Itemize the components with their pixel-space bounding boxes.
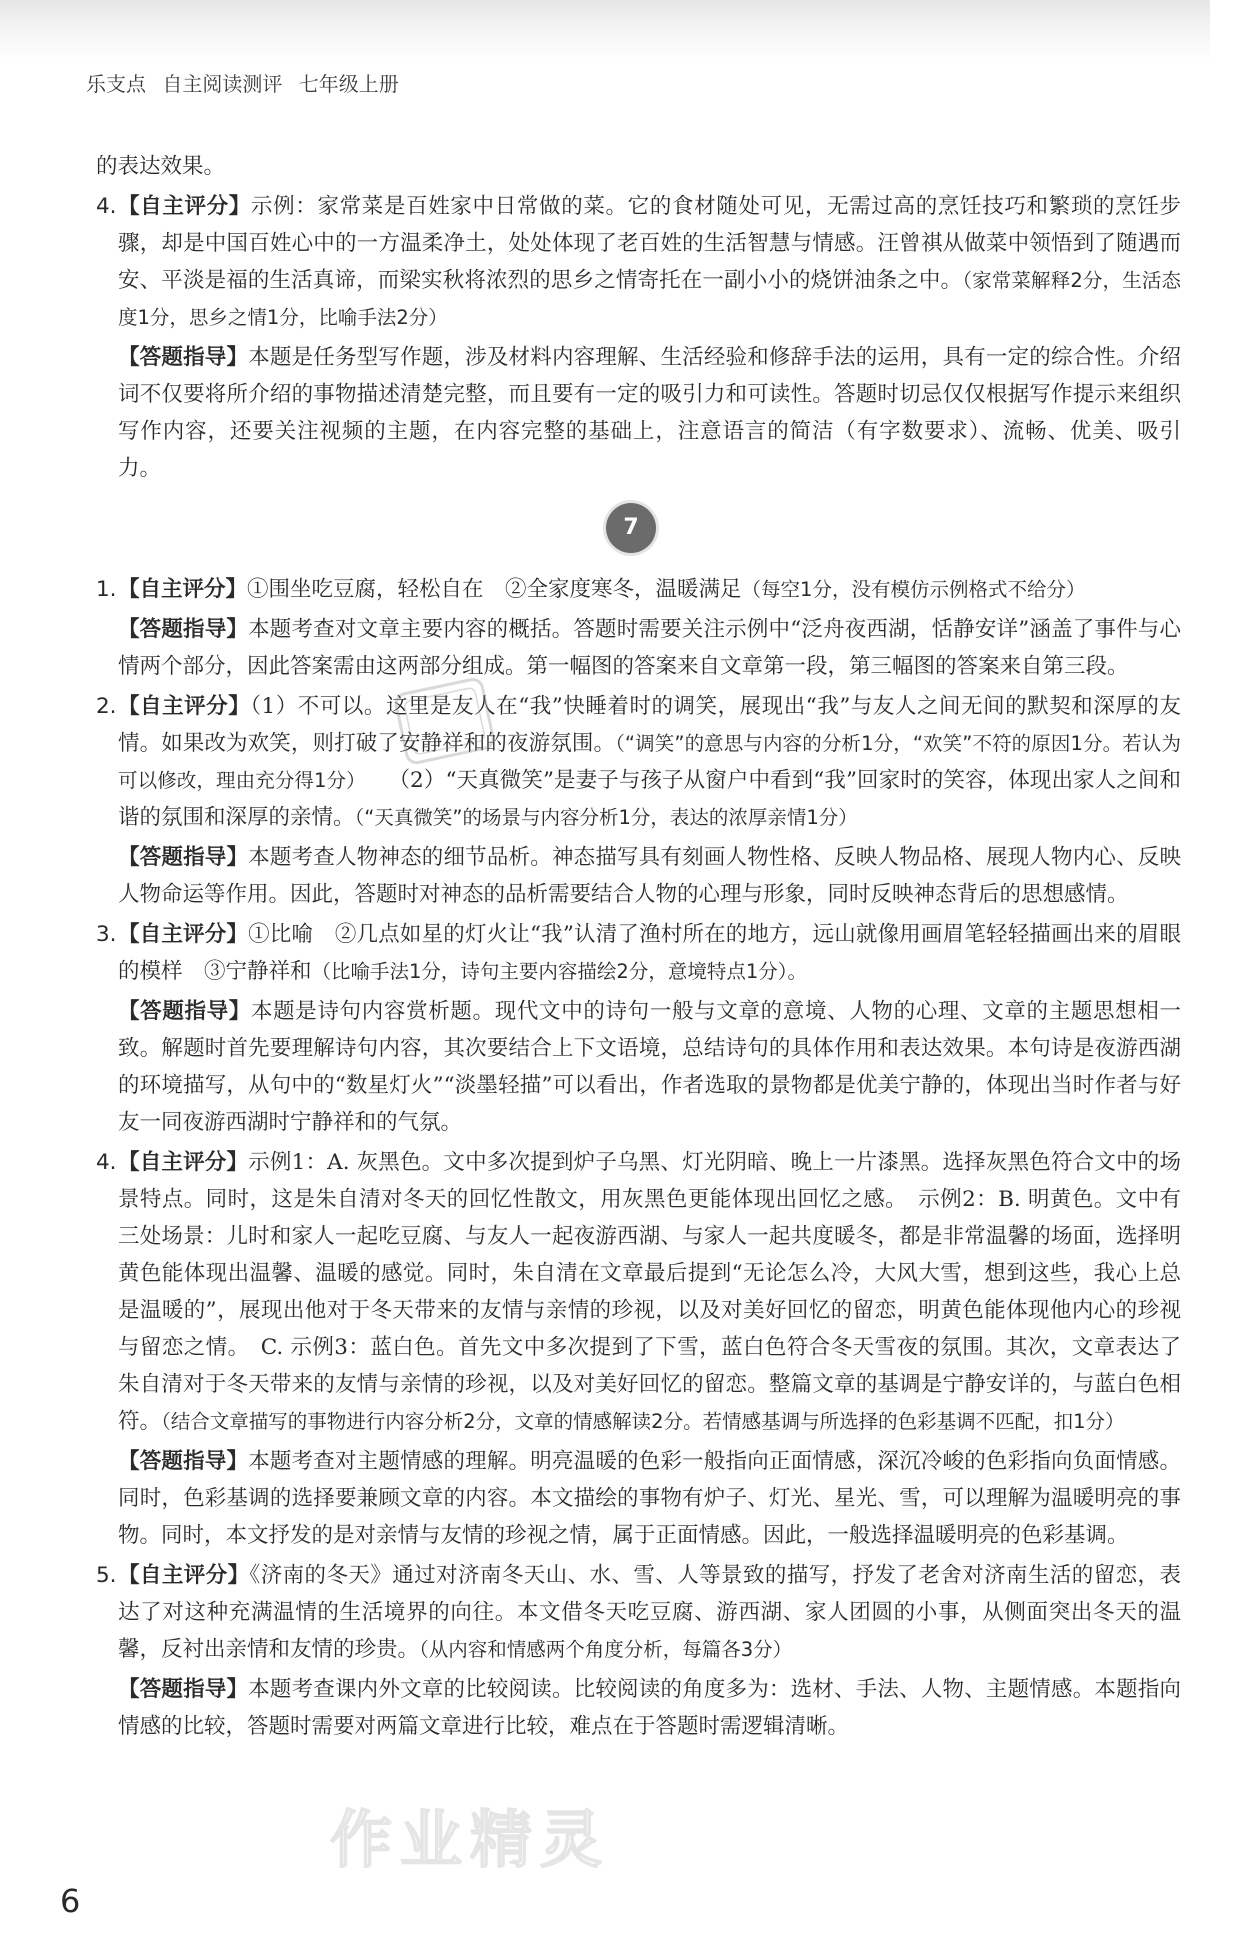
answer-item-3 xyxy=(96,916,1181,990)
self-score-tag: 【自主评分】 xyxy=(118,1150,249,1175)
answer-item-4-guide xyxy=(96,1443,1181,1554)
watermark-text: 作业精灵 xyxy=(330,1803,611,1876)
top-shade xyxy=(0,0,1210,62)
item-number: 4. xyxy=(96,1150,117,1175)
answer-item-3-guide xyxy=(96,993,1181,1141)
answer-item-2-guide xyxy=(96,839,1181,913)
section-number-badge: 7 xyxy=(606,503,656,553)
guide-text: 本题考查人物神态的细节品析。神态描写具有刻画人物性格、反映人物品格、展现人物内心、反映人物命运等作用。因此，答题时对神态的品析需要结合人物的心理与形象，同时反映神态背后的思想感情。 xyxy=(118,845,1181,907)
item-number: 5. xyxy=(96,1563,117,1588)
score-note: （“调笑”的意思与内容的分析1分，“欢笑”不符的原因1分。若认为可以修改，理由充分得1分） xyxy=(118,732,1181,792)
page-number: 6 xyxy=(60,1882,81,1920)
guide-text: 本题是诗句内容赏析题。现代文中的诗句一般与文章的意境、人物的心理、文章的主题思想相一致。解题时首先要理解诗句内容，其次要结合上下文语境，总结诗句的具体作用和表达效果。本句诗是夜游西湖的环境描写，从句中的“数星灯火”“淡墨轻描”可以看出，作者选取的景物都是优美宁静的，体现出当时作者与好友一同夜游西湖时宁静祥和的气氛。 xyxy=(118,999,1181,1135)
continuation-text: 的表达效果。 xyxy=(96,154,226,179)
score-note: （每空1分，没有模仿示例格式不给分） xyxy=(741,578,1086,601)
item-number: 1. xyxy=(96,577,117,602)
self-score-tag: 【自主评分】 xyxy=(118,694,251,719)
self-score-text-2: （2）“天真微笑”是妻子与孩子从窗户中看到“我”回家时的笑容，体现出家人之间和谐的氛围和深厚的亲情。 xyxy=(118,768,1181,830)
score-note-2: （“天真微笑”的场景与内容分析1分，表达的浓厚亲情1分） xyxy=(354,806,858,829)
guide-tag: 【答题指导】 xyxy=(118,999,251,1024)
prev-item-4 xyxy=(96,188,1181,336)
self-score-text: 示例1：A. 灰黑色。文中多次提到炉子乌黑、灯光阴暗、晚上一片漆黑。选择灰黑色符合文中的场景特点。同时，这是朱自清对冬天的回忆性散文，用灰黑色更能体现出回忆之感。 示例2：B. 明黄色。文中有三处场景：儿时和家人一起吃豆腐、与友人一起夜游西湖、与家人一起共度暖冬，都是非常温馨的场面，选择明黄色能体现出温馨、温暖的感觉。同时，朱自清在文章最后提到“无论怎么冷，大风大雪，想到这些，我心上总是温暖的”，展现出他对于冬天带来的友情与亲情的珍视，以及对美好回忆的留恋，明黄色能体现他内心的珍视与留恋之情。 C. 示例3：蓝白色。首先文中多次提到了下雪，蓝白色符合冬天雪夜的氛围。其次，文章表达了朱自清对于冬天带来的友情与亲情的珍视，以及对美好回忆的留恋。整篇文章的基调是宁静安详的，与蓝白色相符。 xyxy=(118,1150,1181,1434)
score-note: （比喻手法1分，诗句主要内容描绘2分，意境特点1分）。 xyxy=(311,960,807,983)
guide-text: 本题考查对主题情感的理解。明亮温暖的色彩一般指向正面情感，深沉冷峻的色彩指向负面情感。同时，色彩基调的选择要兼顾文章的内容。本文描绘的事物有炉子、灯光、星光、雪，可以理解为温暖明亮的事物。同时，本文抒发的是对亲情与友情的珍视之情，属于正面情感。因此，一般选择温暖明亮的色彩基调。 xyxy=(118,1449,1181,1548)
running-header: 乐支点 自主阅读测评 七年级上册 xyxy=(86,72,399,96)
self-score-text: ①比喻 ②几点如星的灯火让“我”认清了渔村所在的地方，远山就像用画眉笔轻轻描画出来的眉眼的模样 ③宁静祥和 xyxy=(118,922,1181,984)
answer-item-5 xyxy=(96,1557,1181,1668)
guide-tag: 【答题指导】 xyxy=(118,845,249,870)
self-score-tag: 【自主评分】 xyxy=(118,194,251,219)
answer-item-5-guide xyxy=(96,1671,1181,1745)
prev-item-4-guide xyxy=(96,339,1181,487)
item-number: 4. xyxy=(96,194,117,219)
self-score-tag: 【自主评分】 xyxy=(118,922,249,947)
guide-text: 本题考查课内外文章的比较阅读。比较阅读的角度多为：选材、手法、人物、主题情感。本题指向情感的比较，答题时需要对两篇文章进行比较，难点在于答题时需逻辑清晰。 xyxy=(118,1677,1181,1739)
guide-text: 本题是任务型写作题，涉及材料内容理解、生活经验和修辞手法的运用，具有一定的综合性。介绍词不仅要将所介绍的事物描述清楚完整，而且要有一定的吸引力和可读性。答题时切忌仅仅根据写作提示来组织写作内容，还要关注视频的主题，在内容完整的基础上，注意语言的简洁（有字数要求）、流畅、优美、吸引力。 xyxy=(118,345,1181,481)
answer-item-2 xyxy=(96,688,1181,836)
guide-tag: 【答题指导】 xyxy=(118,1677,249,1702)
guide-tag: 【答题指导】 xyxy=(118,1449,249,1474)
answer-content xyxy=(96,148,1181,1748)
section-divider xyxy=(96,495,1181,565)
score-note: （家常菜解释2分，生活态度1分，思乡之情1分，比喻手法2分） xyxy=(118,269,1181,329)
item-number: 2. xyxy=(96,694,117,719)
self-score-text: （1）不可以。这里是友人在“我”快睡着时的调笑，展现出“我”与友人之间无间的默契和深厚的友情。如果改为欢笑，则打破了安静祥和的夜游氛围。 xyxy=(118,694,1181,756)
guide-tag: 【答题指导】 xyxy=(118,617,249,642)
self-score-tag: 【自主评分】 xyxy=(118,577,248,602)
self-score-text: 示例：家常菜是百姓家中日常做的菜。它的食材随处可见，无需过高的烹饪技巧和繁琐的烹饪步骤，却是中国百姓心中的一方温柔净土，处处体现了老百姓的生活智慧与情感。汪曾祺从做菜中领悟到了随遇而安、平淡是福的生活真谛，而梁实秋将浓烈的思乡之情寄托在一副小小的烧饼油条之中。 xyxy=(118,194,1181,293)
self-score-text: ①围坐吃豆腐，轻松自在 ②全家度寒冬，温暖满足 xyxy=(247,577,742,602)
score-note: （从内容和情感两个角度分析，每篇各3分） xyxy=(419,1638,793,1661)
guide-tag: 【答题指导】 xyxy=(118,345,249,370)
score-note: （结合文章描写的事物进行内容分析2分，文章的情感解读2分。若情感基调与所选择的色彩基调不匹配，扣1分） xyxy=(161,1410,1125,1433)
answer-item-1 xyxy=(96,571,1181,608)
item-number: 3. xyxy=(96,922,117,947)
guide-text: 本题考查对文章主要内容的概括。答题时需要关注示例中“泛舟夜西湖，恬静安详”涵盖了事件与心情两个部分，因此答案需由这两部分组成。第一幅图的答案来自文章第一段，第三幅图的答案来自第三段。 xyxy=(118,617,1181,679)
self-score-tag: 【自主评分】 xyxy=(118,1563,250,1588)
answer-item-4 xyxy=(96,1144,1181,1440)
answer-item-1-guide xyxy=(96,611,1181,685)
self-score-text: 《济南的冬天》通过对济南冬天山、水、雪、人等景致的描写，抒发了老舍对济南生活的留恋，表达了对这种充满温情的生活境界的向往。本文借冬天吃豆腐、游西湖、家人团圆的小事，从侧面突出冬天的温馨，反衬出亲情和友情的珍贵。 xyxy=(118,1563,1181,1662)
